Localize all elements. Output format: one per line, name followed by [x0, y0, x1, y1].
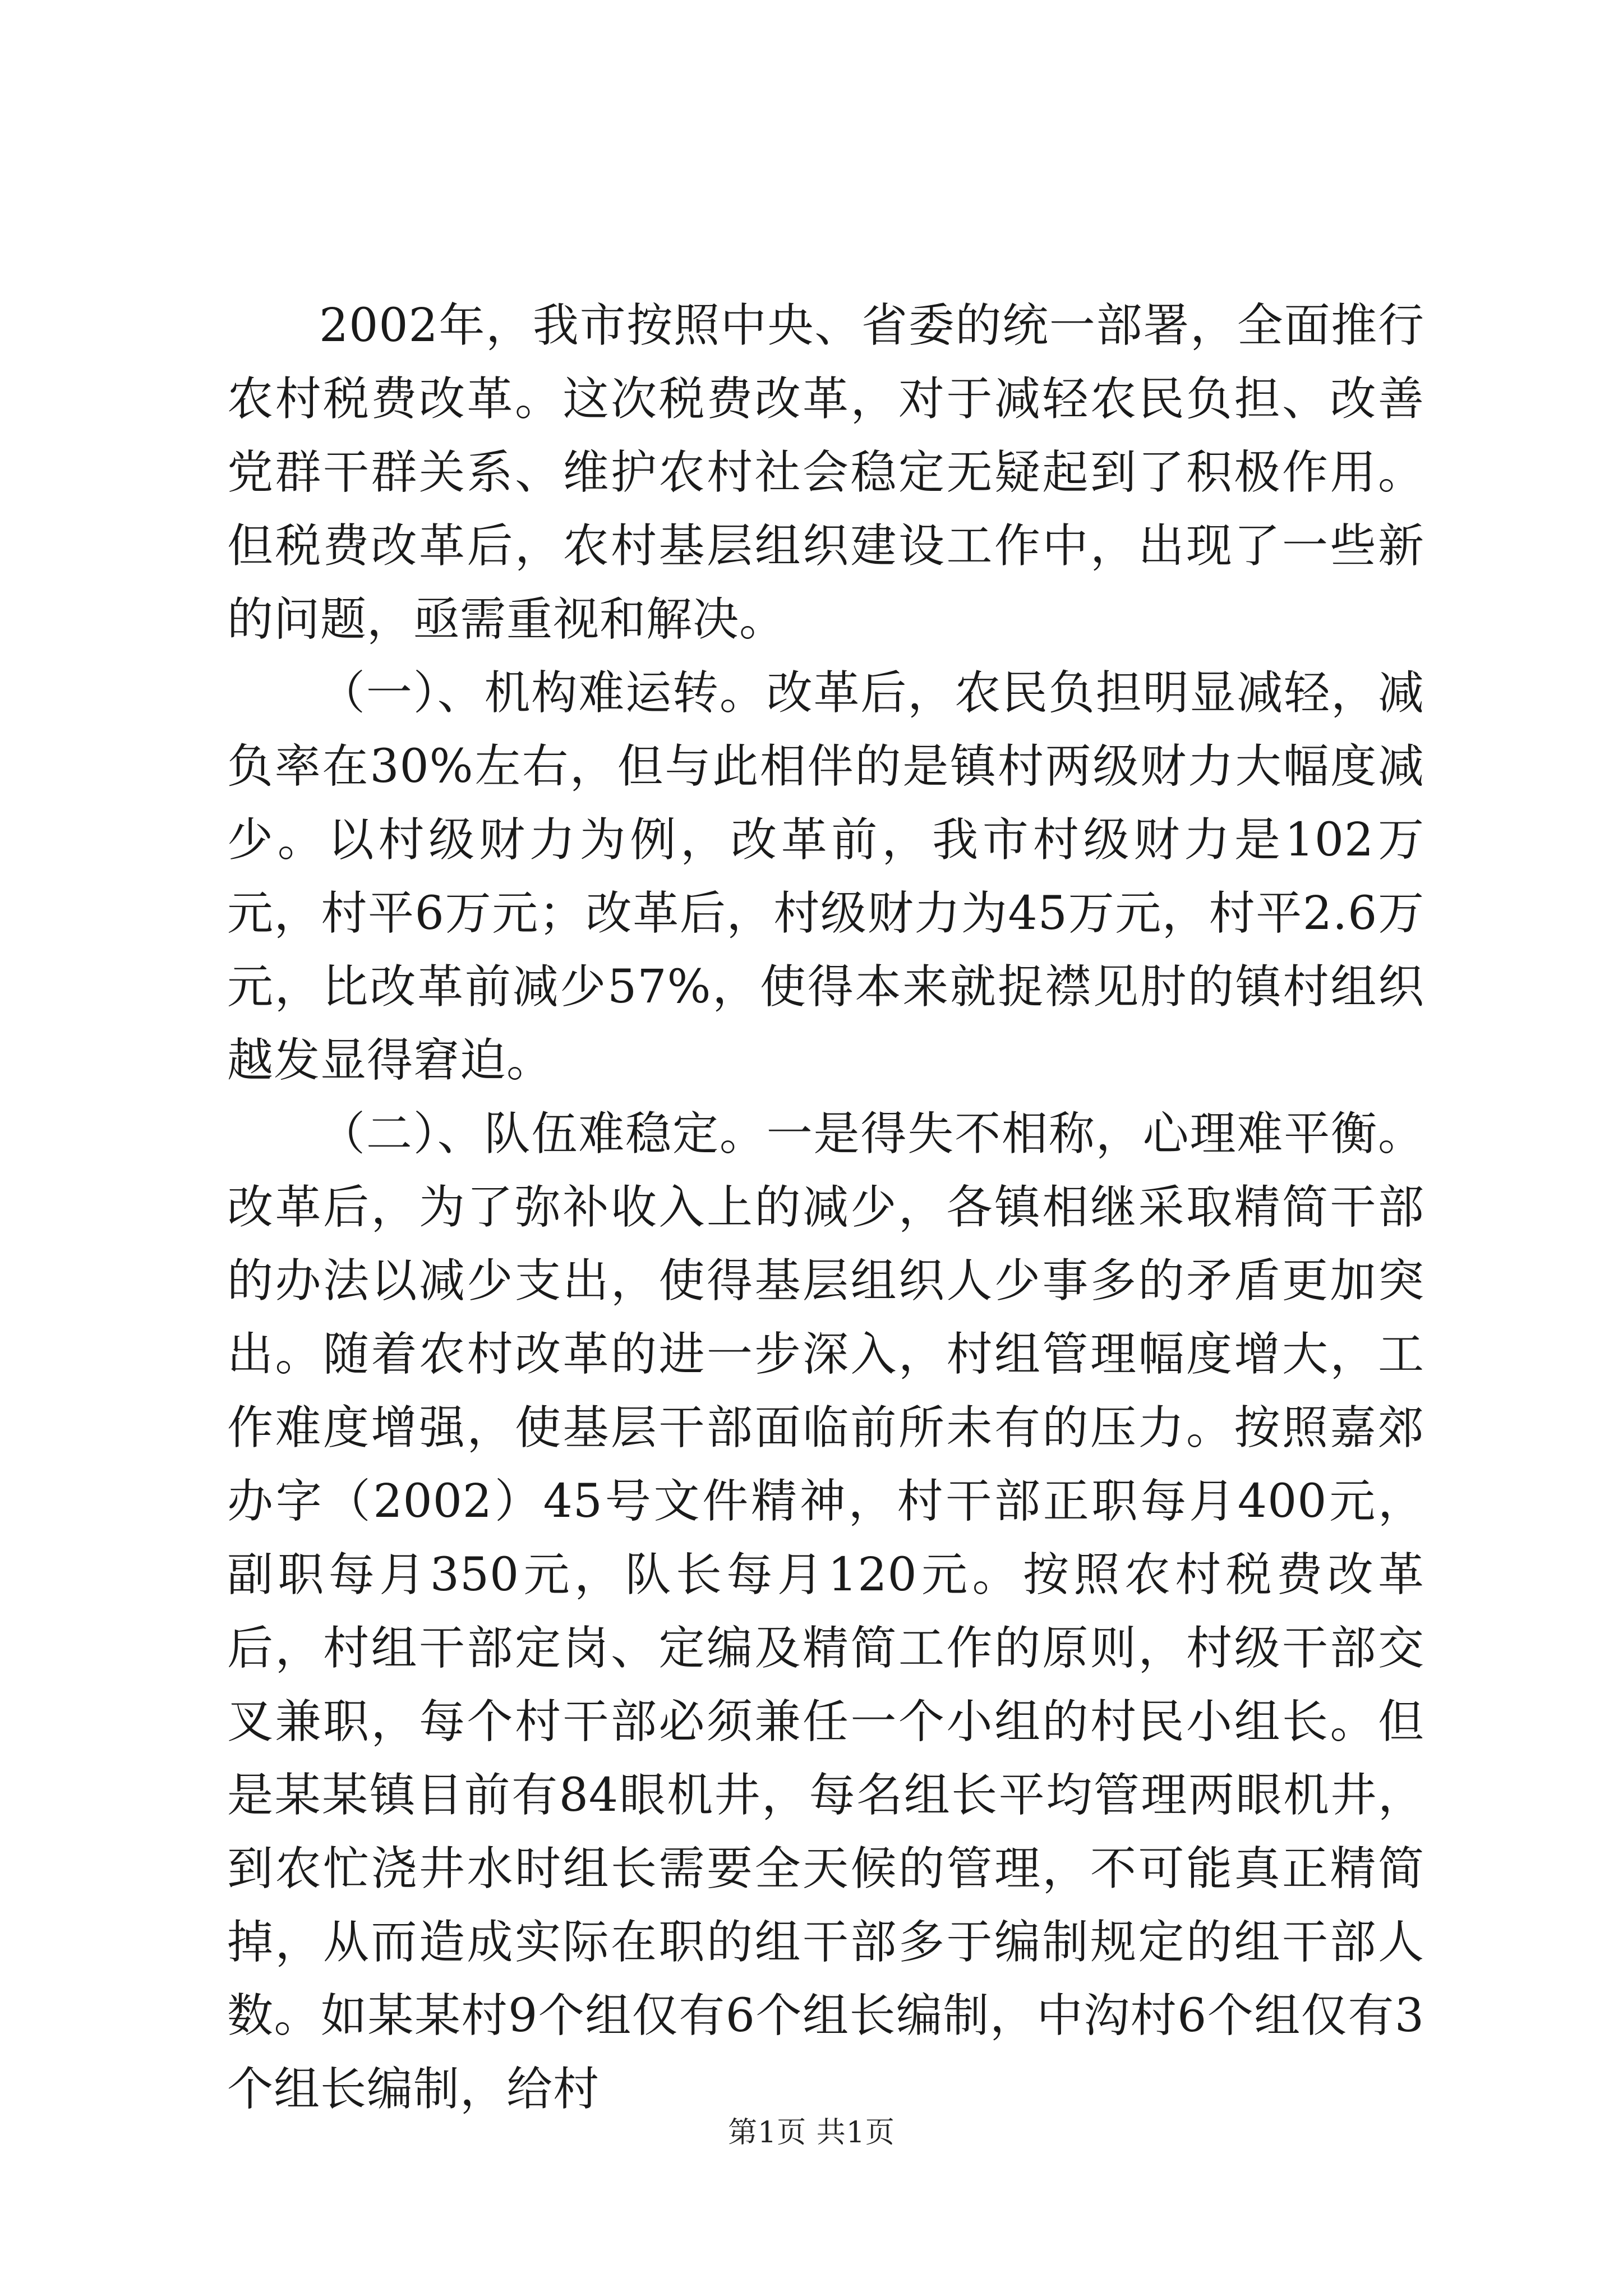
- page-footer: 第1页 共1页: [728, 2116, 895, 2150]
- paragraph-intro: 2002年，我市按照中央、省委的统一部署，全面推行农村税费改革。这次税费改革，对于减轻农民负担、改善党群干群关系、维护农村社会稳定无疑起到了积极作用。但税费改革后，农村基层组织建设工作中，出现了一些新的问题，亟需重视和解决。: [227, 299, 1424, 646]
- paragraph-section-one: （一）、机构难运转。改革后，农民负担明显减轻，减负率在30%左右，但与此相伴的是镇村两级财力大幅度减少。以村级财力为例，改革前，我市村级财力是102万元，村平6万元；改革后，村级财力为45万元，村平2.6万元，比改革前减少57%，使得本来就捉襟见肘的镇村组织越发显得窘迫。: [227, 666, 1424, 1087]
- document-body: [227, 289, 1424, 2126]
- paragraph-section-two: （二）、队伍难稳定。一是得失不相称，心理难平衡。改革后，为了弥补收入上的减少，各镇相继采取精简干部的办法以减少支出，使得基层组织人少事多的矛盾更加突出。随着农村改革的进一步深入，村组管理幅度增大，工作难度增强，使基层干部面临前所未有的压力。按照嘉郊办字（2002）45号文件精神，村干部正职每月400元，副职每月350元，队长每月120元。按照农村税费改革后，村组干部定岗、定编及精简工作的原则，村级干部交叉兼职，每个村干部必须兼任一个小组的村民小组长。但是某某镇目前有84眼机井，每名组长平均管理两眼机井，到农忙浇井水时组长需要全天候的管理，不可能真正精简掉，从而造成实际在职的组干部多于编制规定的组干部人数。如某某村9个组仅有6个组长编制，中沟村6个组仅有3个组长编制，给村: [227, 1107, 1424, 2116]
